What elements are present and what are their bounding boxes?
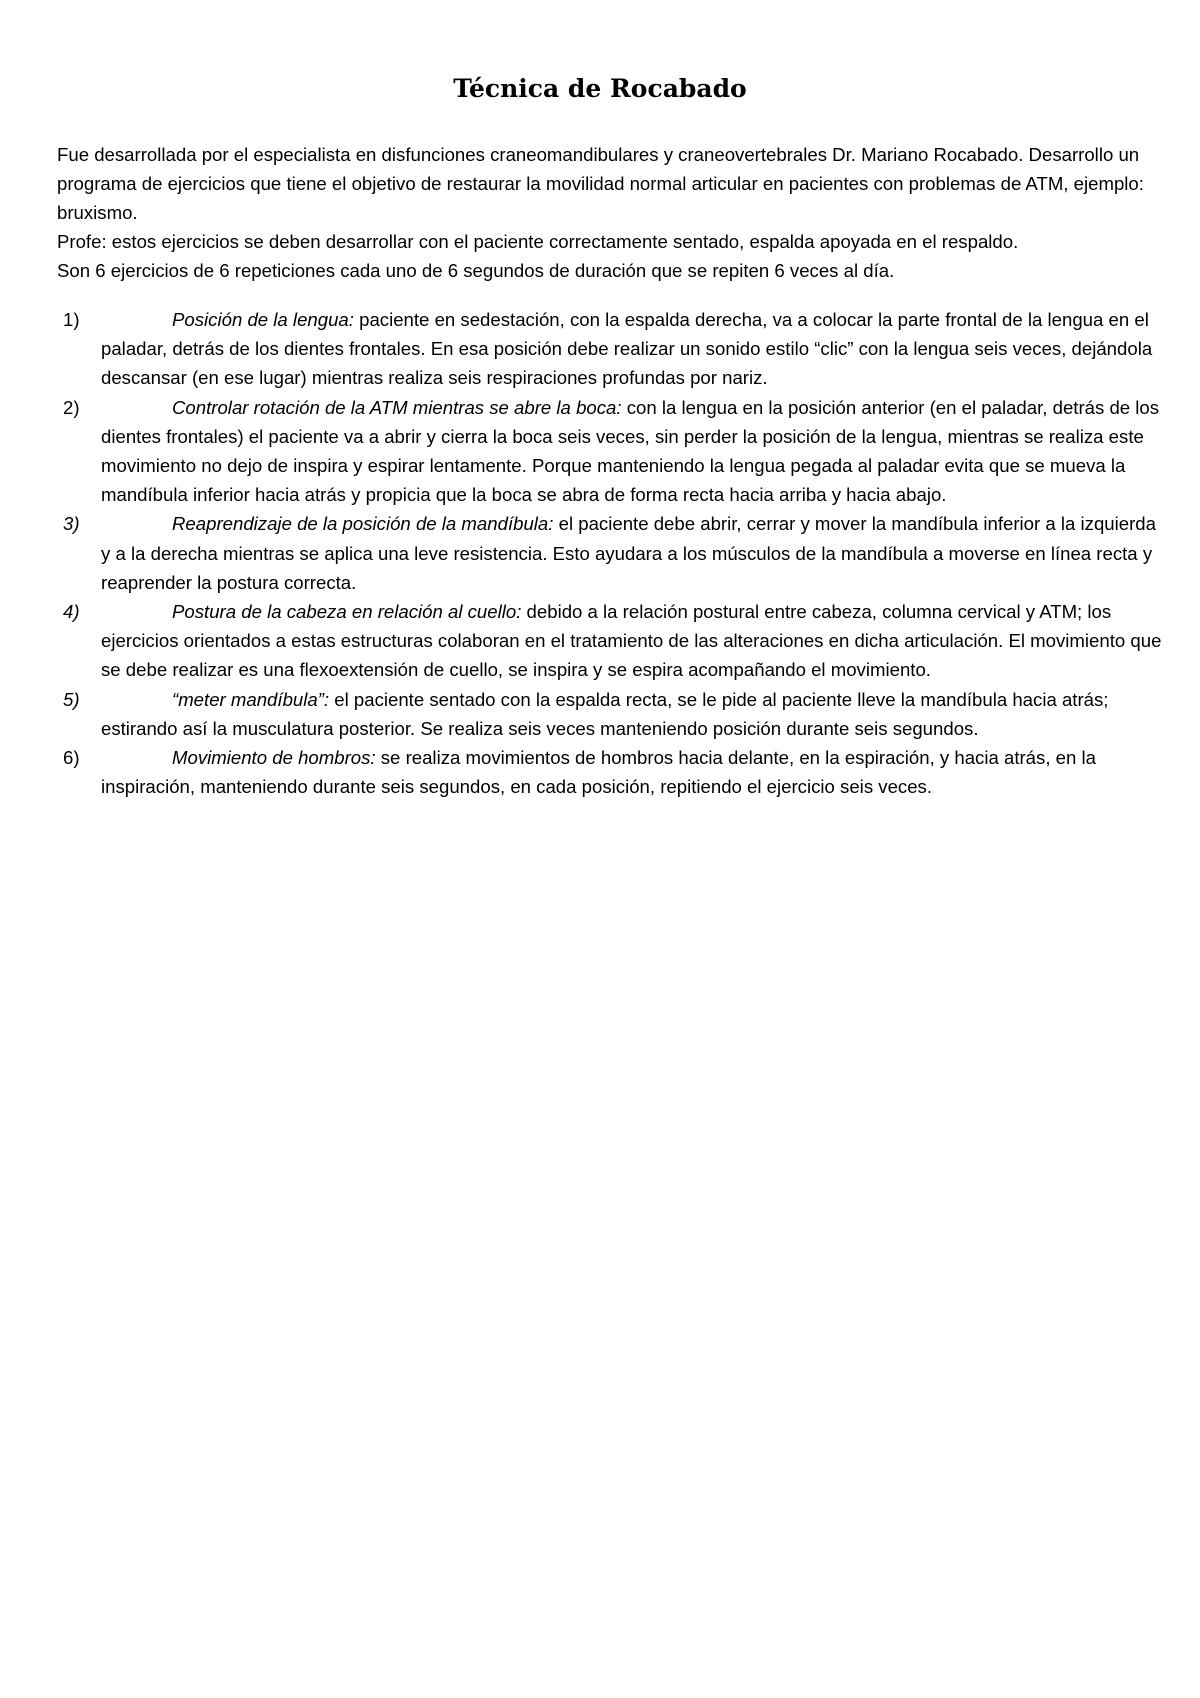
exercise-list <box>57 305 1167 801</box>
exercise-title: “meter mandíbula”: <box>172 688 330 710</box>
exercise-title: Movimiento de hombros: <box>172 747 376 769</box>
exercise-title: Postura de la cabeza en relación al cuello: <box>172 601 522 623</box>
exercise-title: Controlar rotación de la ATM mientras se abre la boca: <box>172 396 622 418</box>
exercise-item <box>57 685 1167 743</box>
exercise-number: 3) <box>63 513 80 535</box>
exercise-text: con la lengua en la posición anterior (en el paladar, detrás de los dientes frontales) el paciente va a abrir y cierra la boca seis veces, sin perder la posición de la lengua, mientras se realiza este movimiento no dejo de inspira y espirar lentamente. Porque manteniendo la lengua pegada al paladar evita que se mueva la mandíbula inferior hacia atrás y propicia que la boca se abra de forma recta hacia arriba y hacia abajo. <box>101 396 1160 506</box>
exercise-title: Posición de la lengua: <box>172 309 354 330</box>
exercise-title: Reaprendizaje de la posición de la mandíbula: <box>172 513 554 535</box>
exercise-item <box>57 393 1167 510</box>
intro-paragraph: Son 6 ejercicios de 6 repeticiones cada uno de 6 segundos de duración que se repiten 6 veces al día. <box>57 260 895 281</box>
exercise-number: 4) <box>63 601 80 623</box>
exercise-item <box>57 743 1167 801</box>
intro-paragraph: Fue desarrollada por el especialista en disfunciones craneomandibulares y craneovertebrales Dr. Mariano Rocabado. Desarrollo un programa de ejercicios que tiene el objetivo de restaurar la movilidad normal articular en pacientes con problemas de ATM, ejemplo: bruxismo. <box>57 144 1144 223</box>
exercise-number: 2) <box>63 396 80 418</box>
exercise-number: 5) <box>63 688 80 710</box>
exercise-text: paciente en sedestación, con la espalda derecha, va a colocar la parte frontal de la lengua en el paladar, detrás de los dientes frontales. En esa posición debe realizar un sonido estilo “clic” con la lengua seis veces, dejándola descansar (en ese lugar) mientras realiza seis respiraciones profundas por nariz. <box>101 309 1153 389</box>
intro-section <box>57 140 1167 285</box>
exercise-text: el paciente sentado con la espalda recta, se le pide al paciente lleve la mandíbula hacia atrás; estirando así la musculatura posterior. Se realiza seis veces manteniendo posición durante seis segundos. <box>101 688 1109 739</box>
document-title: Técnica de Rocabado <box>453 74 747 103</box>
exercise-item <box>57 597 1167 685</box>
intro-paragraph: Profe: estos ejercicios se deben desarrollar con el paciente correctamente sentado, espalda apoyada en el respaldo. <box>57 231 1019 252</box>
exercise-number: 1) <box>63 309 80 330</box>
exercise-text: debido a la relación postural entre cabeza, columna cervical y ATM; los ejercicios orientados a estas estructuras colaboran en el tratamiento de las alteraciones en dicha articulación. El movimiento que se debe realizar es una flexoextensión de cuello, se inspira y se espira acompañando el movimiento. <box>101 601 1162 681</box>
exercise-item <box>57 305 1167 393</box>
exercise-number: 6) <box>63 747 80 769</box>
exercise-text: el paciente debe abrir, cerrar y mover la mandíbula inferior a la izquierda y a la derecha mientras se aplica una leve resistencia. Esto ayudara a los músculos de la mandíbula a moverse en línea recta y reaprender la postura correcta. <box>101 513 1156 593</box>
exercise-text: se realiza movimientos de hombros hacia delante, en la espiración, y hacia atrás, en la inspiración, manteniendo durante seis segundos, en cada posición, repitiendo el ejercicio seis veces. <box>101 747 1096 798</box>
exercise-item <box>57 509 1167 597</box>
